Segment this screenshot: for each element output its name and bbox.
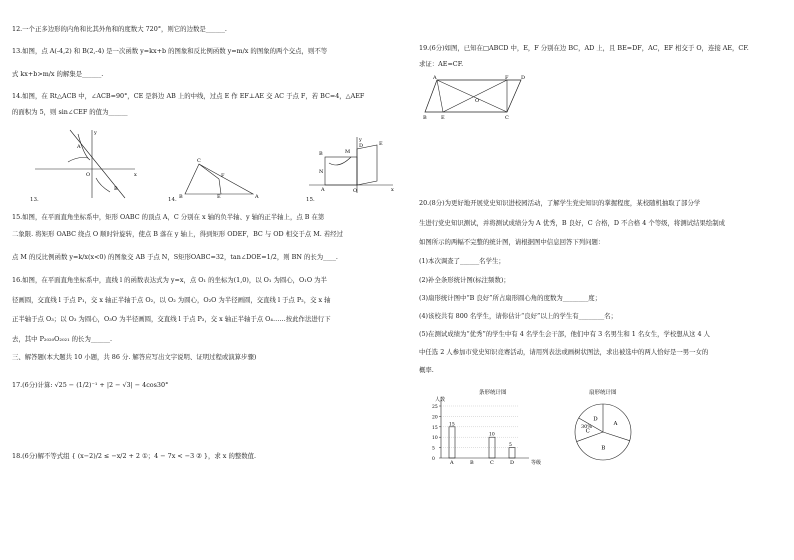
svg-text:B: B bbox=[114, 186, 118, 192]
question-15-line1: 15.如图，在平面直角坐标系中，矩形 OABC 的顶点 A，C 分别在 x 轴的负半轴、y 轴的正半轴上，点 B 在第 bbox=[12, 213, 325, 221]
pie-annotation: 30% bbox=[581, 424, 593, 430]
bar-chart bbox=[427, 386, 547, 468]
question-20-part5-line1: (5)在测试成绩为“优秀”的学生中有 4 名学生会干部，他们中有 3 名男生和 1 名女生，学校想从这 4 人 bbox=[419, 330, 710, 338]
svg-text:E: E bbox=[217, 194, 221, 198]
pie-divider bbox=[603, 432, 630, 441]
bar-chart-title: 条形统计图 bbox=[479, 390, 507, 396]
svg-text:y: y bbox=[359, 137, 362, 143]
question-19-line2: 求证：AE=CF. bbox=[419, 60, 464, 68]
question-15-line2: 二象限. 将矩形 OABC 绕点 O 顺时针旋转，使点 B 落在 y 轴上，得到矩形 ODEF，BC 与 OD 相交于点 M. 若经过 bbox=[12, 230, 343, 238]
svg-text:B: B bbox=[179, 194, 183, 198]
svg-text:C: C bbox=[197, 158, 201, 164]
svg-text:D: D bbox=[521, 75, 526, 81]
svg-text:N: N bbox=[319, 169, 324, 175]
bar-chart-xlabel: 等级 bbox=[531, 460, 542, 466]
question-20-part4: (4)该校共有 800 名学生，请你估计“良好”以上的学生有________名； bbox=[419, 312, 618, 320]
question-16-line3: 正半轴于点 O₃；以 O₃ 为圆心，O₃O 为半径画圆，交直线 l 于点 P₃，交 x 轴正半轴于点 O₄……按此作法进行下 bbox=[12, 315, 331, 323]
svg-text:O: O bbox=[475, 98, 480, 104]
svg-text:O: O bbox=[353, 188, 358, 194]
bar-category-C: C bbox=[490, 460, 494, 466]
bar-category-D: D bbox=[510, 460, 515, 466]
svg-text:x: x bbox=[391, 187, 394, 193]
pie-chart-title: 扇形统计图 bbox=[589, 390, 617, 396]
figure-13-hyperbola-line bbox=[30, 126, 140, 202]
question-14-line1: 14.如图，在 Rt△ACB 中，∠ACB=90°，CE 是斜边 AB 上的中线，过点 E 作 EF⊥AE 交 AC 于点 F，若 BC=4，△AEF bbox=[12, 92, 365, 100]
bar-ytick-label: 25 bbox=[432, 405, 438, 410]
question-15-line3: 点 M 的反比例函数 y=k/x(x<0) 的图象交 AB 于点 N，S矩形OABC=32，tan∠DOE=1/2，则 BN 的长为____. bbox=[12, 253, 338, 261]
figure-19-parallelogram bbox=[421, 72, 531, 120]
question-14-line2: 的面积为 5，则 sin∠CEF 的值为______ bbox=[12, 108, 128, 116]
bar-A bbox=[449, 427, 455, 458]
bar-ytick-label: 0 bbox=[432, 457, 435, 462]
figure-15-label: 15. bbox=[306, 197, 315, 203]
question-20-part1: (1)本次调查了______名学生； bbox=[419, 257, 505, 265]
svg-text:M: M bbox=[345, 149, 351, 155]
pie-slice-label-A: A bbox=[613, 420, 618, 427]
svg-text:C: C bbox=[505, 115, 509, 120]
bar-ytick-label: 10 bbox=[432, 436, 438, 442]
question-20-part2: (2)补全条形统计图(标注频数)； bbox=[419, 276, 510, 284]
question-20-line1: 20.(8分)为更好地开展党史知识进校园活动，了解学生党史知识的掌握程度，某校随机抽取了部分学 bbox=[419, 199, 701, 207]
svg-text:F: F bbox=[505, 75, 509, 81]
question-13-line1: 13.如图，点 A(-4,2) 和 B(2,-4) 是一次函数 y=kx+b 的图象和反比例函数 y=m/x 的图象的两个交点，则不等 bbox=[12, 47, 328, 55]
section-3-heading: 三、解答题(本大题共 10 小题，共 86 分. 解答应写出文字说明、证明过程或演算步骤) bbox=[12, 353, 257, 361]
pie-slice-label-C: C bbox=[585, 428, 590, 435]
svg-text:A: A bbox=[77, 144, 81, 150]
bar-category-A: A bbox=[450, 460, 454, 466]
bar-ytick-label: 5 bbox=[432, 446, 435, 452]
svg-text:A: A bbox=[255, 194, 259, 198]
figure-15-rectangles bbox=[305, 135, 397, 197]
bar-value-label-C: 10 bbox=[489, 432, 495, 438]
question-20-line3: 如图所示的两幅不完整的统计图，请根据图中信息回答下列问题： bbox=[419, 238, 605, 246]
question-16-line2: 径画圆，交直线 l 于点 P₁，交 x 轴正半轴于点 O₂，以 O₂ 为圆心，O₂O 为半径画圆，交直线 l 于点 P₂，交 x 轴 bbox=[12, 296, 331, 304]
bar-category-B: B bbox=[470, 460, 474, 466]
svg-text:x: x bbox=[134, 172, 137, 178]
bar-value-label-D: 5 bbox=[509, 443, 512, 449]
question-13-line2: 式 kx+b>m/x 的解集是______. bbox=[12, 70, 104, 78]
svg-text:y: y bbox=[94, 130, 97, 136]
bar-ytick-label: 15 bbox=[432, 425, 438, 431]
svg-text:B: B bbox=[319, 151, 323, 157]
figure-13-label: 13. bbox=[30, 197, 39, 203]
svg-text:D: D bbox=[359, 143, 364, 149]
question-19-line1: 19.(6分)如图，已知在□ABCD 中，E，F 分别在边 BC，AD 上，且 BE=DF，AC，EF 相交于 O，连接 AE，CF. bbox=[419, 44, 749, 52]
question-16-line4: 去，其中 P₂₀₂₀O₂₀₂₁ 的长为______. bbox=[12, 335, 113, 343]
bar-D bbox=[509, 448, 515, 458]
svg-text:E: E bbox=[379, 141, 383, 147]
question-20-part5-line3: 概率. bbox=[419, 366, 434, 374]
pie-slice-label-B: B bbox=[601, 445, 606, 452]
figure-14-label: 14. bbox=[168, 197, 177, 203]
pie-slice-label-D: D bbox=[593, 416, 598, 423]
bar-ytick-label: 20 bbox=[432, 415, 438, 421]
question-16-line1: 16.如图，在平面直角坐标系中，直线 l 的函数表达式为 y=x，点 O₁ 的坐标为(1,0)，以 O₁ 为圆心，O₁O 为半 bbox=[12, 276, 327, 284]
question-12: 12.一个正多边形的内角和比其外角和的度数大 720°，则它的边数是______. bbox=[12, 25, 227, 33]
bar-chart-ylabel: 人数 bbox=[435, 397, 446, 403]
svg-text:F: F bbox=[221, 173, 225, 179]
question-20-part5-line2: 中任选 2 人参加市党史知识竞赛活动，请用列表法或画树状图法，求出被选中的两人恰好是一男一女的 bbox=[419, 348, 709, 356]
svg-text:A: A bbox=[433, 75, 437, 81]
bar-value-label-A: 15 bbox=[449, 422, 455, 428]
svg-text:O: O bbox=[86, 172, 91, 178]
question-20-part3: (3)扇形统计图中“B 良好”所占扇形圆心角的度数为________度； bbox=[419, 294, 602, 302]
figure-14-triangle bbox=[175, 152, 265, 198]
svg-text:B: B bbox=[423, 115, 427, 120]
pie-chart bbox=[567, 386, 647, 468]
question-20-line2: 生进行党史知识测试，并将测试成绩分为 A 优秀，B 良好，C 合格，D 不合格 4 个等级，将测试结果绘制成 bbox=[419, 219, 726, 227]
question-18: 18.(6分)解不等式组 { (x−2)/2 ≤ −x/2 + 2 ①；4 − 7x < −3 ② }，求 x 的整数值. bbox=[12, 452, 257, 460]
question-17: 17.(6分)计算: √25 − (1/2)⁻¹ + |2 − √3| − 4cos30° bbox=[12, 381, 169, 389]
svg-text:A: A bbox=[321, 187, 325, 193]
svg-text:E: E bbox=[441, 115, 445, 120]
